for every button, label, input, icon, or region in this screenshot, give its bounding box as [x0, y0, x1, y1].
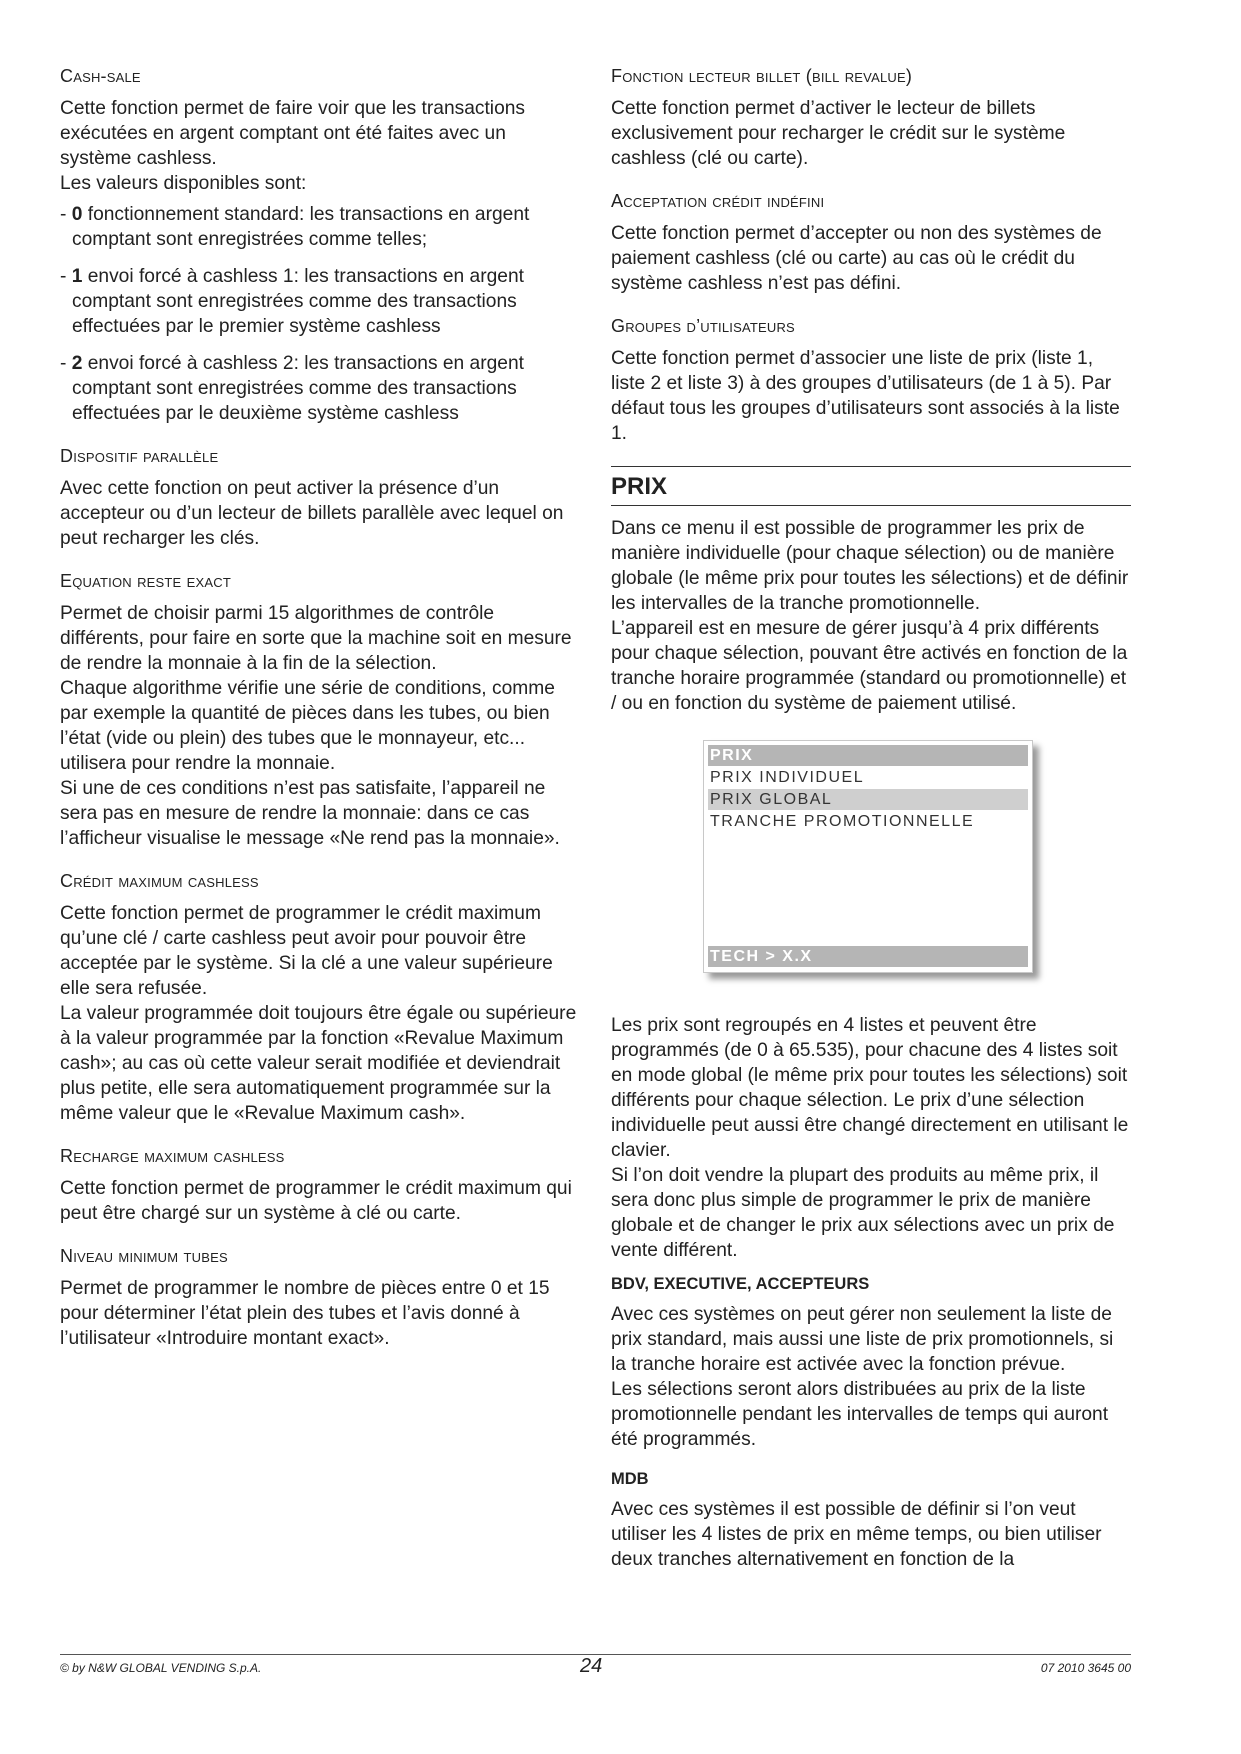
list-item: - 1 envoi forcé à cashless 1: les transactions en argent comptant sont enregistrées comme des transactions effectuées par le premier système cashless [60, 266, 524, 337]
section-heading: Dispositif parallèle [60, 446, 219, 466]
section-dispositif-parallele [60, 446, 582, 551]
display-menu-item-selected: PRIX GLOBAL [708, 789, 1028, 810]
option-text: envoi forcé à cashless 1: les transactions en argent comptant sont enregistrées comme des transactions effectuées par le premier système cashless [72, 266, 524, 337]
section-heading: Recharge maximum cashless [60, 1146, 285, 1166]
paragraph: Cette fonction permet d’accepter ou non des systèmes de paiement cashless (clé ou carte) au cas où le crédit du système cashless n’est pas défini. [611, 223, 1102, 294]
paragraph: Chaque algorithme vérifie une série de conditions, comme par exemple la quantité de pièces dans les tubes, ou bien l’état (vide ou plein) des tubes que le monnayeur, etc... utilisera pour rendre la monnaie. [60, 678, 555, 774]
section-heading: Cash-sale [60, 66, 141, 86]
subheading-bdv: BDV, EXECUTIVE, ACCEPTEURS [611, 1275, 870, 1293]
left-column [60, 66, 582, 1371]
right-column [611, 66, 1131, 1572]
document-code: 07 2010 3645 00 [1040, 1661, 1131, 1675]
display-header: PRIX [708, 745, 1028, 766]
section-heading: Acceptation crédit indéfini [611, 191, 825, 211]
paragraph: Cette fonction permet d’activer le lecteur de billets exclusivement pour recharger le crédit sur le système cashless (clé ou carte). [611, 98, 1066, 169]
paragraph: Cette fonction permet de programmer le crédit maximum qui peut être chargé sur un système à clé ou carte. [60, 1178, 572, 1224]
list-item: - 2 envoi forcé à cashless 2: les transactions en argent comptant sont enregistrées comme des transactions effectuées par le deuxième système cashless [60, 353, 524, 424]
page-footer [60, 1654, 1131, 1677]
section-credit-maximum-cashless [60, 871, 582, 1126]
section-heading: Niveau minimum tubes [60, 1246, 228, 1266]
option-text: fonctionnement standard: les transactions en argent comptant sont enregistrées comme telles; [72, 204, 530, 250]
section-groupes-utilisateurs [611, 316, 1131, 446]
display-screen [703, 740, 1033, 973]
paragraph: Avec ces systèmes on peut gérer non seulement la liste de prix standard, mais aussi une liste de prix promotionnels, si la tranche horaire est activée avec la fonction prévue. [611, 1304, 1114, 1375]
section-heading: Crédit maximum cashless [60, 871, 259, 891]
paragraph: Si l’on doit vendre la plupart des produits au même prix, il sera donc plus simple de programmer le prix de manière globale et de changer le prix aux sélections avec un prix de vente différent. [611, 1165, 1115, 1261]
paragraph: L’appareil est en mesure de gérer jusqu’à 4 prix différents pour chaque sélection, pouvant être activés en fonction de la tranche horaire programmée (standard ou promotionnelle) et / ou en fonction du système de paiement utilisé. [611, 618, 1128, 714]
display-footer: TECH > X.X [708, 946, 1028, 967]
prix-chapter-title: PRIX [611, 466, 1131, 506]
section-heading: Equation reste exact [60, 571, 231, 591]
paragraph: Cette fonction permet de programmer le crédit maximum qu’une clé / carte cashless peut avoir pour pouvoir être acceptée par le système. Si la clé a une valeur supérieure elle sera refusée. [60, 903, 553, 999]
paragraph: Cette fonction permet d’associer une liste de prix (liste 1, liste 2 et liste 3) à des groupes d’utilisateurs (de 1 à 5). Par défaut tous les groupes d’utilisateurs sont associés à la liste 1. [611, 348, 1120, 444]
option-text: envoi forcé à cashless 2: les transactions en argent comptant sont enregistrées comme des transactions effectuées par le deuxième système cashless [72, 353, 524, 424]
section-heading: Groupes d’utilisateurs [611, 316, 795, 336]
paragraph: La valeur programmée doit toujours être égale ou supérieure à la valeur programmée par la fonction «Revalue Maximum cash»; au cas où cette valeur serait modifiée et deviendrait plus petite, elle sera automatiquement programmée sur la même valeur que le «Revalue Maximum cash». [60, 1003, 577, 1124]
display-screen-figure [703, 740, 1033, 973]
section-equation-reste-exact [60, 571, 582, 851]
list-item: - 0 fonctionnement standard: les transactions en argent comptant sont enregistrées comme telles; [60, 204, 530, 250]
option-value: 0 [71, 204, 83, 225]
page-number: 24 [580, 1655, 603, 1677]
copyright: © by N&W GLOBAL VENDING S.p.A. [60, 1661, 262, 1675]
section-acceptation-credit-indefini [611, 191, 1131, 296]
section-cash-sale [60, 66, 582, 426]
paragraph: Cette fonction permet de faire voir que les transactions exécutées en argent comptant ont été faites avec un système cashless. [60, 98, 526, 169]
paragraph: Les sélections seront alors distribuées au prix de la liste promotionnelle pendant les intervalles de temps qui auront été programmés. [611, 1379, 1109, 1450]
option-value: 2 [71, 353, 83, 374]
section-niveau-minimum-tubes [60, 1246, 582, 1351]
subheading-mdb: MDB [611, 1470, 649, 1488]
paragraph: Avec cette fonction on peut activer la présence d’un accepteur ou d’un lecteur de billets parallèle avec lequel on peut recharger les clés. [60, 478, 564, 549]
display-menu-item: PRIX INDIVIDUEL [710, 769, 865, 786]
paragraph: Dans ce menu il est possible de programmer les prix de manière individuelle (pour chaque sélection) ou de manière globale (le même prix pour toutes les sélections) et de définir les intervalles de la tranche promotionnelle. [611, 518, 1129, 614]
paragraph: Les valeurs disponibles sont: [60, 173, 307, 194]
paragraph: Les prix sont regroupés en 4 listes et peuvent être programmés (de 0 à 65.535), pour chacune des 4 listes soit en mode global (le même prix pour toutes les sélections) soit différents pour chaque sélection. Le prix d’une sélection individuelle peut aussi être changé directement en utilisant le clavier. [611, 1015, 1129, 1161]
value-list [60, 202, 582, 426]
display-menu-item: TRANCHE PROMOTIONNELLE [710, 813, 975, 830]
section-recharge-maximum-cashless [60, 1146, 582, 1226]
section-heading: Fonction lecteur billet (bill revalue) [611, 66, 913, 86]
paragraph: Avec ces systèmes il est possible de définir si l’on veut utiliser les 4 listes de prix en même temps, ou bien utiliser deux tranches alternativement en fonction de la [611, 1499, 1102, 1570]
paragraph: Permet de choisir parmi 15 algorithmes de contrôle différents, pour faire en sorte que la machine soit en mesure de rendre la monnaie à la fin de la sélection. [60, 603, 572, 674]
option-value: 1 [71, 266, 83, 287]
paragraph: Si une de ces conditions n’est pas satisfaite, l’appareil ne sera pas en mesure de rendre la monnaie: dans ce cas l’afficheur visualise le message «Ne rend pas la monnaie». [60, 778, 560, 849]
paragraph: Permet de programmer le nombre de pièces entre 0 et 15 pour déterminer l’état plein des tubes et l’avis donné à l’utilisateur «Introduire montant exact». [60, 1278, 550, 1349]
section-fonction-lecteur-billet [611, 66, 1131, 171]
